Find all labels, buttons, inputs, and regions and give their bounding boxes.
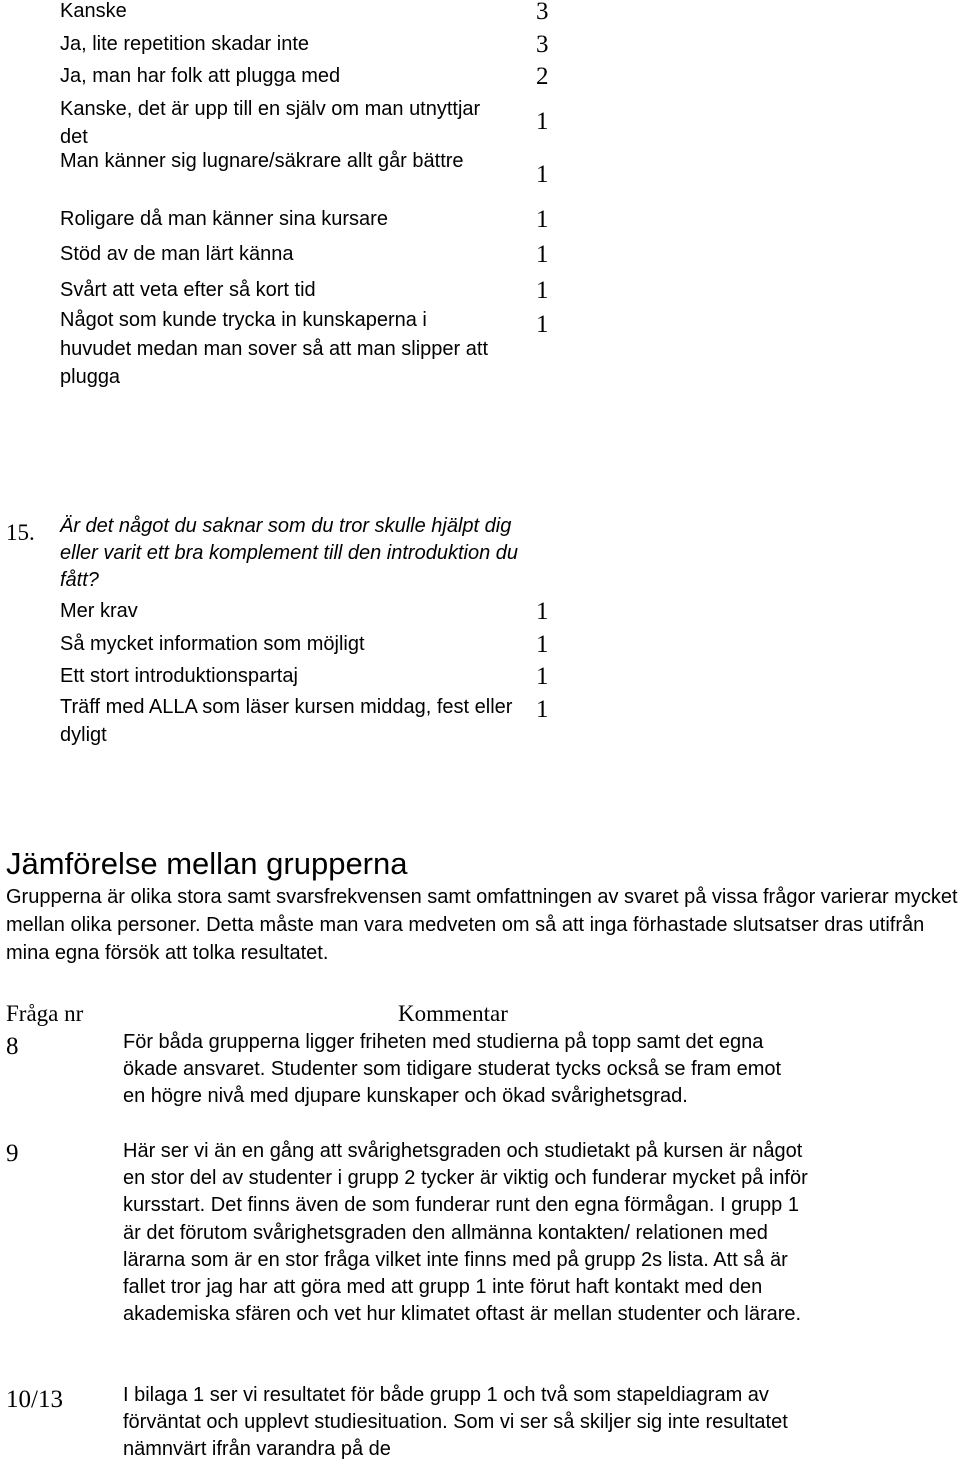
answer-label: Man känner sig lugnare/säkrare allt går bättre <box>60 150 464 172</box>
answer-count: 2 <box>536 63 549 90</box>
answer-count: 1 <box>536 631 549 658</box>
answer-count: 1 <box>536 241 549 268</box>
answer-count: 1 <box>536 663 549 690</box>
answer-label: Ja, man har folk att plugga med <box>60 65 341 87</box>
answer-label: Roligare då man känner sina kursare <box>60 208 388 230</box>
answer-label: Svårt att veta efter så kort tid <box>60 279 316 301</box>
answer-count: 1 <box>536 598 549 625</box>
comment-row-text: I bilaga 1 ser vi resultatet för både grupp 1 och två som stapeldiagram av förväntat och upplevt studiesituation. Som vi ser så skiljer sig inte resultatet nämnvärt ifrån varandra på de <box>123 1384 788 1461</box>
section-paragraph: Grupperna är olika stora samt svarsfrekvensen samt omfattningen av svaret på vissa frågor varierar mycket mellan olika personer. Detta måste man vara medveten om så att inga förhastade slutsatser dras utifrån mina egna försök att tolka resultatet. <box>6 886 958 964</box>
answer-label: Mer krav <box>60 600 138 622</box>
answer-label: Ett stort introduktionspartaj <box>60 665 298 687</box>
answer-count: 1 <box>536 277 549 304</box>
answer-label: Ja, lite repetition skadar inte <box>60 33 310 55</box>
answer-label: Så mycket information som möjligt <box>60 633 365 655</box>
comment-row-number: 8 <box>6 1033 19 1060</box>
answer-count: 3 <box>536 31 549 58</box>
comment-row-text: Här ser vi än en gång att svårighetsgraden och studietakt på kursen är något en stor del av studenter i grupp 2 tycker är viktig och funderar mycket på inför kursstart. Det finns även de som funderar runt den egna förmågan. I grupp 1 är det förutom svårighetsgraden den allmänna kontakten/ relationen med lärarna som är en stor fråga vilket inte finns med på grupp 2s lista. Att så är fallet tror jag har att göra med att grupp 1 inte förut haft kontakt med den akademiska sfären och vet hur klimatet oftast är mellan studenter och lärare. <box>123 1140 808 1326</box>
answer-count: 3 <box>536 0 549 25</box>
answer-label: Kanske <box>60 0 127 22</box>
answer-label: Stöd av de man lärt känna <box>60 243 294 265</box>
comment-row-number: 9 <box>6 1140 19 1167</box>
answer-count: 1 <box>536 696 549 723</box>
answer-label: Något som kunde trycka in kunskaperna i huvudet medan man sover så att man slipper att plugga <box>60 309 489 388</box>
answer-count: 1 <box>536 311 549 338</box>
answer-count: 1 <box>536 161 549 188</box>
section-title: Jämförelse mellan grupperna <box>6 846 408 881</box>
answer-label: Träff med ALLA som läser kursen middag, fest eller dyligt <box>60 696 513 746</box>
comment-row-number: 10/13 <box>6 1386 63 1413</box>
question-text: Är det något du saknar som du tror skulle hjälpt dig eller varit ett bra komplement till den introduktion du fått? <box>60 515 519 591</box>
answer-count: 1 <box>536 108 549 135</box>
column-header-comment: Kommentar <box>398 1001 508 1026</box>
answer-count: 1 <box>536 206 549 233</box>
answer-label: Kanske, det är upp till en själv om man utnyttjar det <box>60 98 481 148</box>
comment-row-text: För båda grupperna ligger friheten med studierna på topp samt det egna ökade ansvaret. Studenter som tidigare studerat tycks också se fram emot en högre nivå med djupare kunskaper och ökad svårighetsgrad. <box>123 1031 782 1108</box>
question-number: 15. <box>6 520 35 545</box>
column-header-question: Fråga nr <box>6 1001 84 1026</box>
